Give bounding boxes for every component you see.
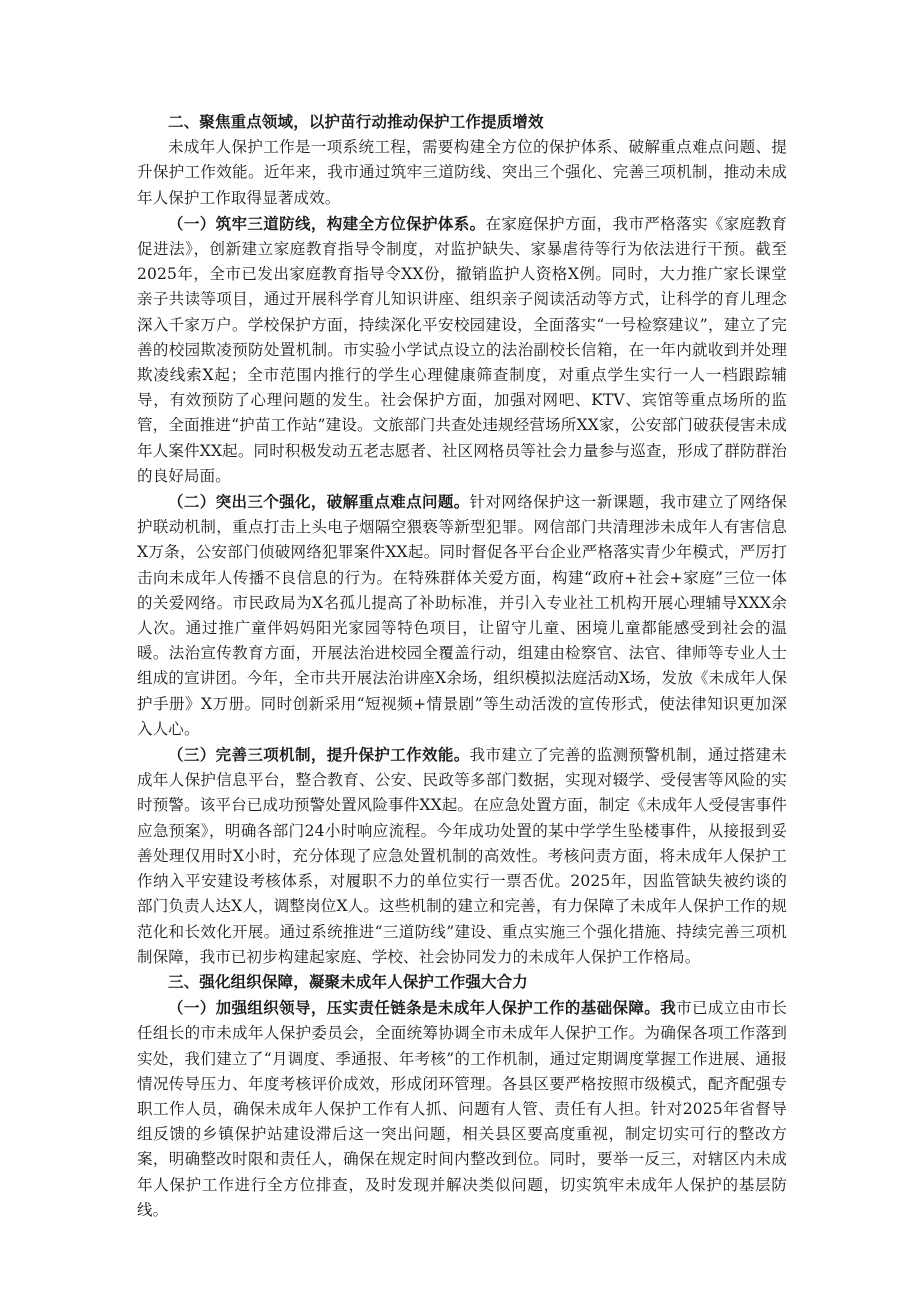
section-2-paragraph-2-lead: （二）突出三个强化，破解重点难点问题。 [168, 492, 470, 512]
section-3-paragraph-1-body: 市已成立由市长任组长的市未成年人保护委员会，全面统筹协调全市未成年人保护工作。为确保各项工作落到实处，我们建立了“月调度、季通报、年考核”的工作机制，通过定期调度掌握工作进展、通报情况传导压力、年度考核评价成效，形成闭环管理。各县区要严格按照市级模式，配齐配强专职工作人员，确保未成年人保护工作有人抓、问题有人管、责任有人担。针对2025年省督导组反馈的乡镇保护站建设滞后这一突出问题，相关县区要高度重视，制定切实可行的整改方案，明确整改时限和责任人，确保在规定时间内整改到位。同时，要举一反三，对辖区内未成年人保护工作进行全方位排查，及时发现并解决类似问题，切实筑牢未成年人保护的基层防线。 [137, 999, 787, 1219]
section-2-paragraph-1-body: 在家庭保护方面，我市严格落实《家庭教育促进法》，创新建立家庭教育指导令制度，对监护缺失、家暴虐待等行为依法进行干预。截至2025年，全市已发出家庭教育指导令XX份，撤销监护人资格X例。同时，大力推广家长课堂亲子共读等项目，通过开展科学育儿知识讲座、组织亲子阅读活动等方式，让科学的育儿理念深入千家万户。学校保护方面，持续深化平安校园建设，全面落实“一号检察建议”，建立了完善的校园欺凌预防处置机制。市实验小学试点设立的法治副校长信箱，在一年内就收到并处理欺凌线索X起；全市范围内推行的学生心理健康筛查制度，对重点学生实行一人一档跟踪辅导，有效预防了心理问题的发生。社会保护方面，加强对网吧、KTV、宾馆等重点场所的监管，全面推进“护苗工作站”建设。文旅部门共查处违规经营场所XX家，公安部门破获侵害未成年人案件XX起。同时积极发动五老志愿者、社区网格员等社会力量参与巡查，形成了群防群治的良好局面。 [137, 214, 787, 485]
document-body [137, 110, 787, 1223]
section-2-paragraph-3-lead: （三）完善三项机制，提升保护工作效能。 [168, 745, 470, 765]
section-3-paragraph-1 [137, 995, 787, 1223]
section-2-paragraph-3-body: 我市建立了完善的监测预警机制，通过搭建未成年人保护信息平台，整合教育、公安、民政等多部门数据，实现对辍学、受侵害等风险的实时预警。该平台已成功预警处置风险事件XX起。在应急处置方面，制定《未成年人受侵害事件应急预案》，明确各部门24小时响应流程。今年成功处置的某中学学生坠楼事件，从接报到妥善处理仅用时X小时，充分体现了应急处置机制的高效性。考核问责方面，将未成年人保护工作纳入平安建设考核体系，对履职不力的单位实行一票否优。2025年，因监管缺失被约谈的部门负责人达X人，调整岗位X人。这些机制的建立和完善，有力保障了未成年人保护工作的规范化和长效化开展。通过系统推进“三道防线”建设、重点实施三个强化措施、持续完善三项机制保障，我市已初步构建起家庭、学校、社会协同发力的未成年人保护工作格局。 [137, 746, 787, 966]
section-2-intro: 未成年人保护工作是一项系统工程，需要构建全方位的保护体系、破解重点难点问题、提升保护工作效能。近年来，我市通过筑牢三道防线、突出三个强化、完善三项机制，推动未成年人保护工作取得显著成效。 [137, 138, 787, 207]
section-3-heading: 三、强化组织保障，凝聚未成年人保护工作强大合力 [168, 972, 528, 991]
section-2-paragraph-1 [137, 211, 787, 489]
section-2-heading: 二、聚焦重点领域，以护苗行动推动保护工作提质增效 [168, 113, 544, 131]
section-2-paragraph-3 [137, 742, 787, 970]
section-2-paragraph-1-lead: （一）筑牢三道防线，构建全方位保护体系。 [168, 213, 486, 233]
section-2-paragraph-2-body: 针对网络保护这一新课题，我市建立了网络保护联动机制，重点打击上头电子烟隔空猥亵等新型犯罪。网信部门共清理涉未成年人有害信息X万条，公安部门侦破网络犯罪案件XX起。同时督促各平台企业严格落实青少年模式，严厉打击向未成年人传播不良信息的行为。在特殊群体关爱方面，构建“政府+社会+家庭”三位一体的关爱网络。市民政局为X名孤儿提高了补助标准，并引入专业社工机构开展心理辅导XXX余人次。通过推广童伴妈妈阳光家园等特色项目，让留守儿童、困境儿童都能感受到社会的温暖。法治宣传教育方面，开展法治进校园全覆盖行动，组建由检察官、法官、律师等专业人士组成的宣讲团。今年，全市共开展法治讲座X余场，组织模拟法庭活动X场，发放《未成年人保护手册》X万册。同时创新采用“短视频+情景剧”等生动活泼的宣传形式，使法律知识更加深入人心。 [137, 493, 787, 738]
section-2-paragraph-2 [137, 489, 787, 742]
section-3-paragraph-1-lead: （一）加强组织领导，压实责任链条是未成年人保护工作的基础保障。我 [168, 998, 677, 1018]
